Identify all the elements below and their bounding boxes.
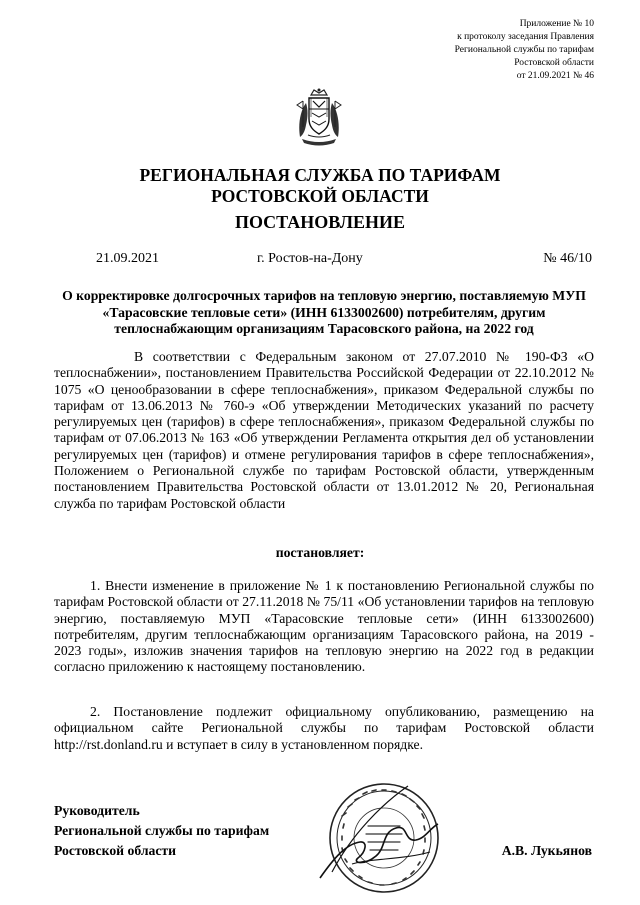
signatory-name: А.В. Лукьянов (501, 843, 592, 858)
preamble-paragraph: В соответствии с Федеральным законом от 27.07.2010 № 190-ФЗ «О теплоснабжении», постановлением Правительства Российской Федерации от 22.10.2012 № 1075 «О ценообразовании в сфере теплоснабжения», приказом Федеральной службы по тарифам от 13.06.2013 № 760-э «Об утверждении Методических указаний по расчету регулируемых цен (тарифов) в сфере теплоснабжения», приказом Федеральной службы по тарифам от 07.06.2013 № 163 «Об утверждении Регламента открытия дел об установлении регулируемых цен (тарифов) и отмене регулирования тарифов в сфере теплоснабжения», Положением о Региональной службе по тарифам Ростовской области, утвержденным постановлением Правительства Ростовской области от 13.01.2012 № 20, Региональная служба по тарифам Ростовской области (54, 349, 594, 511)
signatory-title-line: Руководитель (54, 803, 140, 818)
resolution-item-1: 1. Внести изменение в приложение № 1 к постановлению Региональной службы по тарифам Ростовской области от 27.11.2018 № 75/11 «Об установлении тарифов на тепловую энергию, поставляемую МУП «Тарасовские тепловые сети» (ИНН 6133002600) потребителям, другим теплоснабжающим организациям Тарасовского района, на 2019 - 2023 годы», изложив значения тарифов на тепловую энергию на 2022 год в редакции согласно приложению к настоящему постановлению. (54, 578, 594, 675)
document-subject: О корректировке долгосрочных тарифов на тепловую энергию, поставляемую МУП «Тарасовские тепловые сети» (ИНН 6133002600) потребителям, другим теплоснабжающим организациям Тарасовского района, на 2022 год (62, 288, 586, 337)
document-number: № 46/10 (543, 251, 592, 266)
document-type: ПОСТАНОВЛЕНИЕ (234, 212, 406, 232)
resolution-item-2: 2. Постановление подлежит официальному опубликованию, размещению на официальном сайте Региональной службы по тарифам Ростовской области http://rst.donland.ru и вступает в силу в установленном порядке. (54, 704, 594, 752)
appendix-line: Приложение № 10 (519, 19, 594, 29)
signatory-title-line: Ростовской области (54, 843, 177, 858)
appendix-line: от 21.09.2021 № 46 (516, 71, 594, 81)
appendix-line: Ростовской области (514, 58, 594, 68)
decides-heading: постановляет: (275, 545, 365, 560)
signatory-title (54, 801, 269, 861)
signatory-title-line: Региональной службы по тарифам (54, 823, 270, 838)
coat-of-arms-icon (294, 87, 344, 147)
document-date: 21.09.2021 (96, 251, 159, 266)
appendix-reference (354, 18, 594, 83)
org-title-line-2: РОСТОВСКОЙ ОБЛАСТИ (211, 186, 429, 206)
org-title-line-1: РЕГИОНАЛЬНАЯ СЛУЖБА ПО ТАРИФАМ (139, 165, 501, 185)
appendix-line: Региональной службы по тарифам (454, 45, 594, 55)
appendix-line: к протоколу заседания Правления (457, 32, 594, 42)
official-stamp-icon (312, 774, 446, 900)
document-city: г. Ростов-на-Дону (257, 251, 363, 266)
